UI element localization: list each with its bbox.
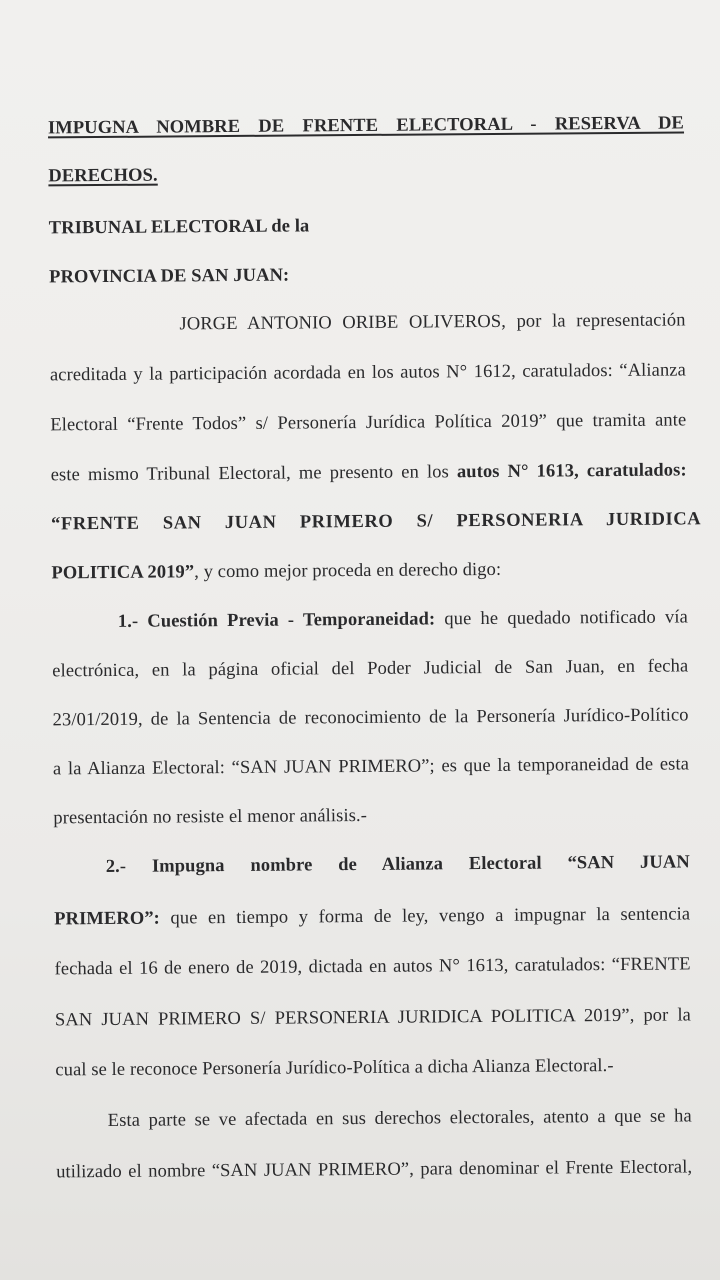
- intro-line-2: acreditada y la participación acordada en los autos N° 1612, caratulados: “Alianza: [49, 360, 686, 386]
- heading-line-1: IMPUGNA NOMBRE DE FRENTE ELECTORAL - RESERVA DE: [47, 113, 685, 139]
- section2-line-2: [54, 901, 690, 932]
- section2-line-4: SAN JUAN PRIMERO S/ PERSONERIA JURIDICA POLITICA 2019”, por la: [54, 1005, 692, 1031]
- intro-line-3: Electoral “Frente Todos” s/ Personería Jurídica Política 2019” que tramita ante: [50, 410, 687, 436]
- section1-line-2: electrónica, en la página oficial del Poder Judicial de San Juan, en fecha: [52, 656, 689, 682]
- addressee-line-1: TRIBUNAL ELECTORAL de la: [48, 216, 310, 239]
- intro-line-6: [51, 555, 687, 586]
- section2-line-7: utilizado el nombre “SAN JUAN PRIMERO”, para denominar el Frente Electoral,: [56, 1157, 693, 1183]
- section2-line-2-text: que en tiempo y forma de ley, vengo a impugnar la sentencia: [159, 904, 691, 929]
- intro-line-4: [51, 457, 687, 488]
- section2-line-5: cual se le reconoce Personería Jurídico-Política a dicha Alianza Electoral.-: [55, 1056, 614, 1081]
- intro-line-6-bold: POLITICA 2019”: [51, 562, 195, 584]
- section1-line-1: [118, 604, 688, 634]
- section1-line-1-text: que he quedado notificado vía: [435, 607, 688, 630]
- section1-line-5: presentación no resiste el menor análisis.-: [53, 805, 368, 829]
- section2-line-6: Esta parte se ve afectada en sus derechos electorales, atento a que se ha: [107, 1106, 692, 1131]
- section1-line-3: 23/01/2019, de la Sentencia de reconocimiento de la Personería Jurídico-Político: [52, 705, 689, 731]
- intro-line-1: JORGE ANTONIO ORIBE OLIVEROS, por la representación: [179, 310, 686, 335]
- section1-line-4: a la Alianza Electoral: “SAN JUAN PRIMERO”; es que la temporaneidad de esta: [52, 754, 690, 780]
- section1-heading: 1.- Cuestión Previa - Temporaneidad:: [117, 609, 436, 632]
- section2-line-2-bold: PRIMERO”:: [54, 908, 160, 930]
- intro-line-5: “FRENTE SAN JUAN PRIMERO S/ PERSONERIA JURIDICA: [51, 509, 702, 535]
- intro-line-6-text: , y como mejor proceda en derecho digo:: [194, 559, 502, 583]
- section2-line-3: fechada el 16 de enero de 2019, dictada en autos N° 1613, caratulados: “FRENTE: [54, 954, 691, 980]
- addressee-line-2: PROVINCIA DE SAN JUAN:: [49, 265, 290, 288]
- intro-line-4-text: este mismo Tribunal Electoral, me presento en los: [50, 462, 457, 486]
- section2-heading: 2.- Impugna nombre de Alianza Electoral “SAN JUAN: [105, 852, 690, 878]
- intro-line-4-bold: autos N° 1613, caratulados:: [456, 460, 687, 483]
- heading-line-2: DERECHOS.: [48, 165, 158, 187]
